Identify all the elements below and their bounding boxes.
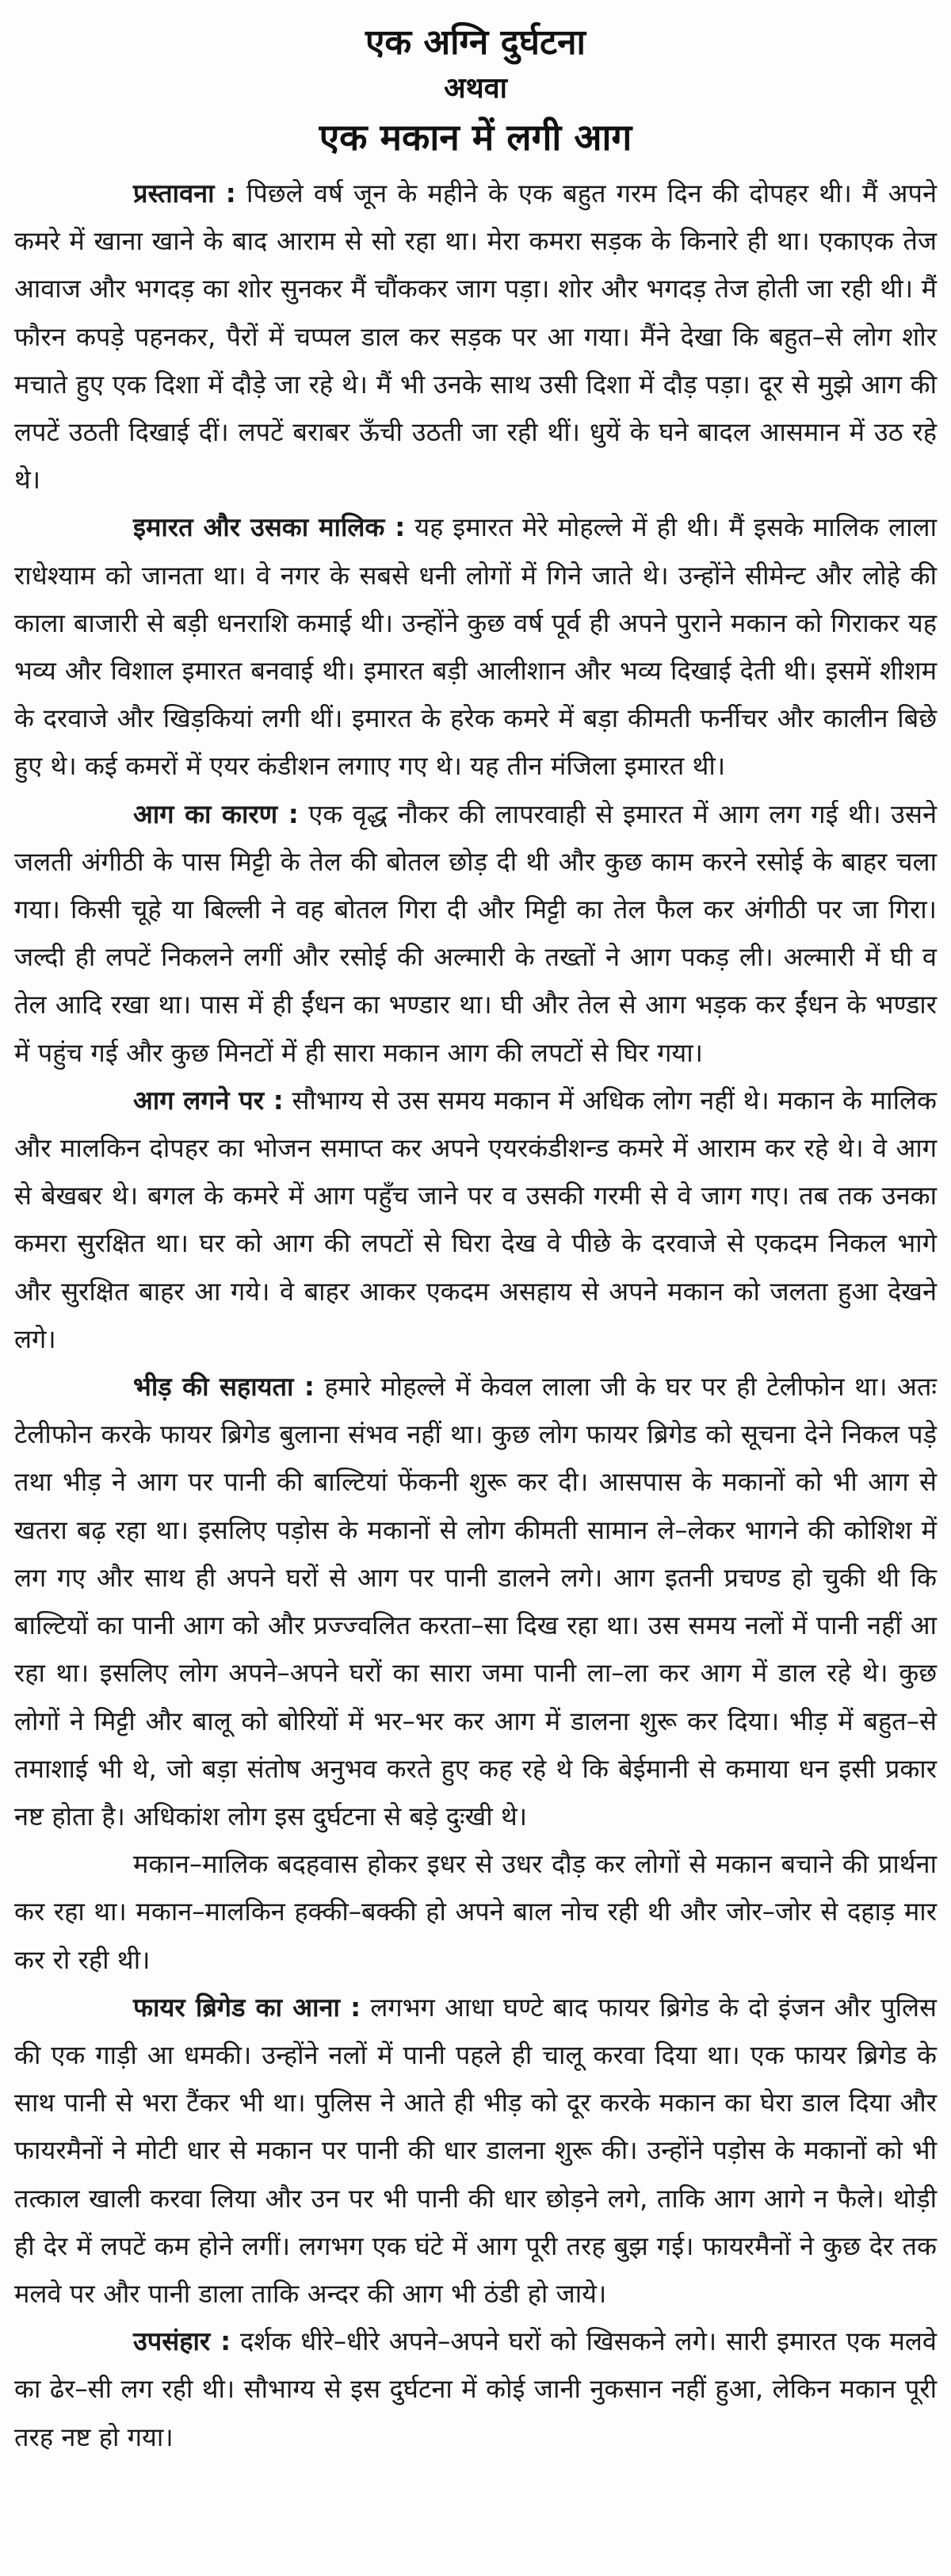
paragraph-introduction	[14, 170, 937, 503]
paragraph-text: दर्शक धीरे–धीरे अपने–अपने घरों को खिसकने लगे। सारी इमारत एक मलवे का ढेर–सी लग रही थी। सौभाग्य से इस दुर्घटना में कोई जानी नुकसान नहीं हुआ, लेकिन मकान पूरी तरह नष्ट हो गया।	[14, 2326, 937, 2452]
paragraph-text: एक वृद्ध नौकर की लापरवाही से इमारत में आग लग गई थी। उसने जलती अंगीठी के पास मिट्टी के तेल की बोतल छोड़ दी थी और कुछ काम करने रसोई के बाहर चला गया। किसी चूहे या बिल्ली ने वह बोतल गिरा दी और मिट्टी का तेल फैल कर अंगीठी पर जा गिरा। जल्दी ही लपटें निकलने लगीं और रसोई की अल्मारी के तख्तों ने आग पकड़ ली। अल्मारी में घी व तेल आदि रखा था। पास में ही ईंधन का भण्डार था। घी और तेल से आग भड़क कर ईंधन के भण्डार में पहुंच गई और कुछ मिनटों में ही सारा मकान आग की लपटों से घिर गया।	[14, 798, 937, 1068]
paragraph-text: सौभाग्य से उस समय मकान में अधिक लोग नहीं थे। मकान के मालिक और मालकिन दोपहर का भोजन समाप्त कर अपने एयरकंडीशन्ड कमरे में आराम कर रहे थे। वे आग से बेखबर थे। बगल के कमरे में आग पहुँच जाने पर व उसकी गरमी से वे जाग गए। तब तक उनका कमरा सुरक्षित था। घर को आग की लपटों से घिरा देख वे पीछे के दरवाजे से एकदम निकल भागे और सुरक्षित बाहर आ गये। वे बाहर आकर एकदम असहाय से अपने मकान को जलता हुआ देखने लगे।	[14, 1085, 938, 1354]
paragraph-text: लगभग आधा घण्टे बाद फायर ब्रिगेड के दो इंजन और पुलिस की एक गाड़ी आ धमकी। उन्होंने नलों में पानी पहले ही चालू करवा दिया था। एक फायर ब्रिगेड के साथ पानी से भरा टैंकर भी था। पुलिस ने आते ही भीड़ को दूर करके मकान का घेरा डाल दिया और फायरमैनों ने मोटी धार से मकान पर पानी की धार डालना शुरू की। उन्होंने पड़ोस के मकानों को भी तत्काल खाली करवा लिया और उन पर भी पानी की धार छोड़ने लगे, ताकि आग आगे न फैले। थोड़ी ही देर में लपटें कम होने लगीं। लगभग एक घंटे में आग पूरी तरह बुझ गई। फायरमैनों ने कुछ देर तक मलवे पर और पानी डाला ताकि अन्दर की आग भी ठंडी हो जाये।	[14, 1992, 938, 2309]
paragraph-fire-brigade	[14, 1984, 937, 2318]
paragraph-heading: भीड़ की सहायता :	[133, 1372, 315, 1403]
paragraph-text: हमारे मोहल्ले में केवल लाला जी के घर पर ही टेलीफोन था। अतः टेलीफोन करके फायर ब्रिगेड बुलाना संभव नहीं था। कुछ लोग फायर ब्रिगेड को सूचना देने निकल पड़े तथा भीड़ ने आग पर पानी की बाल्टियां फेंकनी शुरू कर दी। आसपास के मकानों को भी आग से खतरा बढ़ रहा था। इसलिए पड़ोस के मकानों से लोग कीमती सामान ले–लेकर भागने की कोशिश में लग गए और साथ ही अपने घरों से आग पर पानी डालने लगे। आग इतनी प्रचण्ड हो चुकी थी कि बाल्टियों का पानी आग को और प्रज्ज्वलित करता–सा दिख रहा था। उस समय नलों में पानी नहीं आ रहा था। इसलिए लोग अपने–अपने घरों का सारा जमा पानी ला–ला कर आग में डाल रहे थे। कुछ लोगों ने मिट्टी और बालू को बोरियों में भर–भर कर आग में डालना शुरू कर दिया। भीड़ में बहुत–से तमाशाई भी थे, जो बड़ा संतोष अनुभव करते हुए कह रहे थे कि बेईमानी से कमाया धन इसी प्रकार नष्ट होता है। अधिकांश लोग इस दुर्घटना से बड़े दुःखी थे।	[14, 1372, 937, 1832]
paragraph-owner-distress	[14, 1840, 937, 1984]
essay-title: एक अग्नि दुर्घटना	[365, 22, 586, 63]
essay-subtitle: एक मकान में लगी आग	[319, 116, 632, 159]
paragraph-text: पिछले वर्ष जून के महीने के एक बहुत गरम दिन की दोपहर थी। मैं अपने कमरे में खाना खाने के बाद आराम से सो रहा था। मेरा कमरा सड़क के किनारे ही था। एकाएक तेज आवाज और भगदड़ का शोर सुनकर मैं चौंककर जाग पड़ा। शोर और भगदड़ तेज होती जा रही थी। मैं फौरन कपड़े पहनकर, पैरों में चप्पल डाल कर सड़क पर आ गया। मैंने देखा कि बहुत–से लोग शोर मचाते हुए एक दिशा में दौड़े जा रहे थे। मैं भी उनके साथ उसी दिशा में दौड़ पड़ा। दूर से मुझे आग की लपटें उठती दिखाई दीं। लपटें बराबर ऊँची उठती जा रही थीं। धुयें के घने बादल आसमान में उठ रहे थे।	[14, 178, 937, 496]
paragraph-heading: आग लगने पर :	[133, 1085, 284, 1116]
paragraph-heading: उपसंहार :	[133, 2326, 231, 2357]
paragraph-text: यह इमारत मेरे मोहल्ले में ही थी। मैं इसके मालिक लाला राधेश्याम को जानता था। वे नगर के सबसे धनी लोगों में गिने जाते थे। उन्होंने सीमेन्ट और लोहे की काला बाजारी से बड़ी धनराशि कमाई थी। उन्होंने कुछ वर्ष पूर्व ही अपने पुराने मकान को गिराकर यह भव्य और विशाल इमारत बनवाई थी। इमारत बड़ी आलीशान और भव्य दिखाई देती थी। इसमें शीशम के दरवाजे और खिड़कियां लगी थीं। इमारत के हरेक कमरे में बड़ा कीमती फर्नीचर और कालीन बिछे हुए थे। कई कमरों में एयर कंडीशन लगाए गए थे। यह तीन मंजिला इमारत थी।	[14, 512, 937, 782]
essay-title-or: अथवा	[444, 72, 507, 105]
paragraph-heading: आग का कारण :	[133, 798, 299, 829]
essay-title-block	[14, 21, 937, 160]
paragraph-on-fire	[14, 1077, 937, 1363]
paragraph-heading: फायर ब्रिगेड का आना :	[133, 1992, 361, 2023]
paragraph-heading: प्रस्तावना :	[133, 178, 236, 209]
paragraph-fire-cause	[14, 790, 937, 1077]
paragraph-conclusion	[14, 2318, 937, 2461]
paragraph-building-owner	[14, 503, 937, 790]
paragraph-heading: इमारत और उसका मालिक :	[133, 512, 406, 543]
paragraph-text: मकान–मालिक बदहवास होकर इधर से उधर दौड़ कर लोगों से मकान बचाने की प्रार्थना कर रहा था। मकान–मालकिन हक्की–बक्की हो अपने बाल नोच रही थी और जोर–जोर से दहाड़ मार कर रो रही थी।	[14, 1849, 937, 1975]
paragraph-crowd-help	[14, 1363, 937, 1840]
